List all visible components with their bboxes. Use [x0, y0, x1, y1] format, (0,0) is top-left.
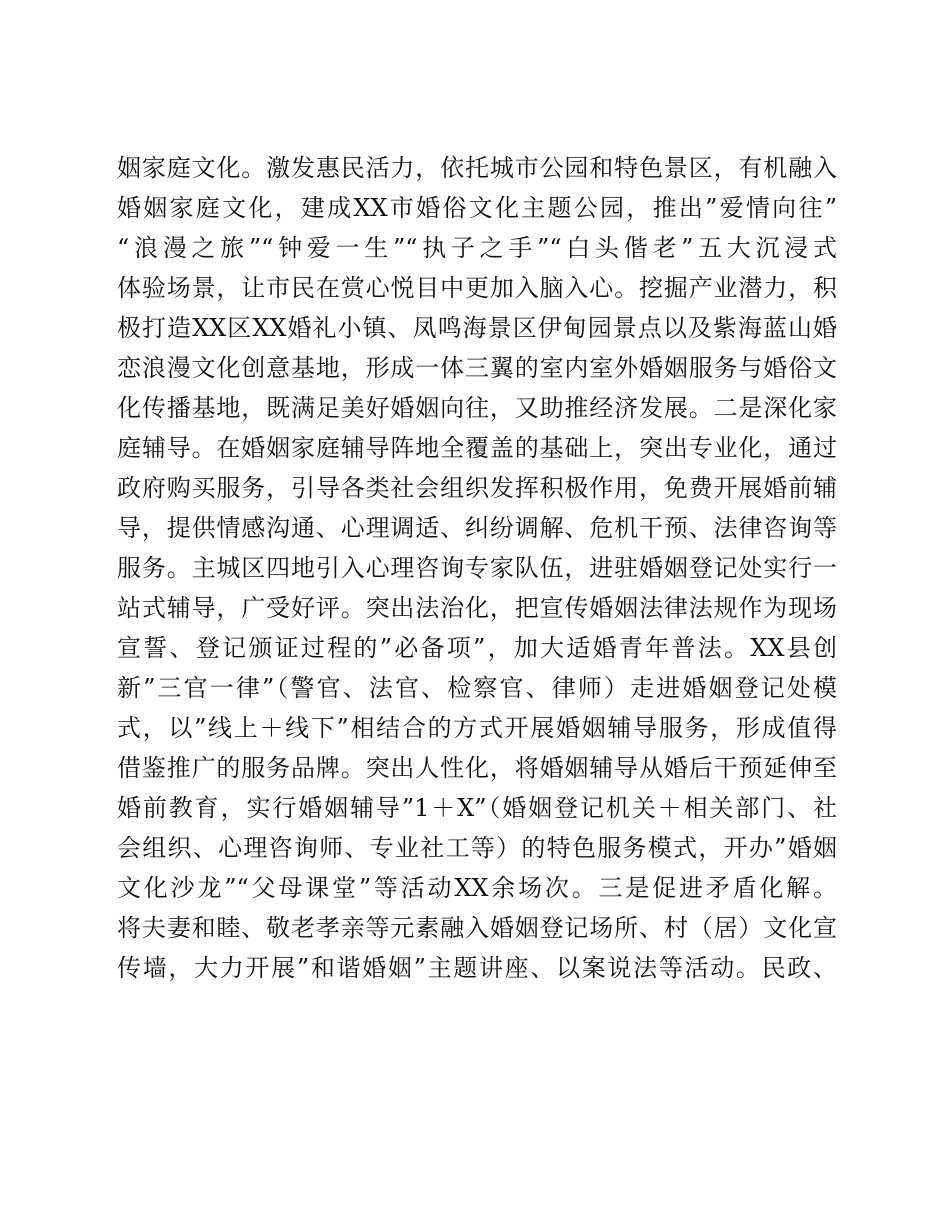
text-line: “浪漫之旅”“钟爱一生”“执子之手”“白头偕老”五大沉浸式: [117, 234, 837, 262]
text-line: 婚姻家庭文化，建成XX市婚俗文化主题公园，推出”爱情向往”: [117, 194, 837, 222]
text-line: 借鉴推广的服务品牌。突出人性化，将婚姻辅导从婚后干预延伸至: [117, 754, 837, 782]
text-line: 站式辅导，广受好评。突出法治化，把宣传婚姻法律法规作为现场: [117, 594, 837, 622]
text-line: 宣誓、登记颁证过程的”必备项”，加大适婚青年普法。XX县创: [117, 634, 837, 662]
text-line: 恋浪漫文化创意基地，形成一体三翼的室内室外婚姻服务与婚俗文: [117, 354, 837, 382]
text-line: 婚前教育，实行婚姻辅导”1＋X”（婚姻登记机关＋相关部门、社: [117, 794, 837, 822]
text-line: 体验场景，让市民在赏心悦目中更加入脑入心。挖掘产业潜力，积: [117, 274, 837, 302]
text-line: 导，提供情感沟通、心理调适、纠纷调解、危机干预、法律咨询等: [117, 514, 837, 542]
text-line: 化传播基地，既满足美好婚姻向往，又助推经济发展。二是深化家: [117, 394, 837, 422]
text-line: 政府购买服务，引导各类社会组织发挥积极作用，免费开展婚前辅: [117, 474, 837, 502]
body-text: [117, 148, 837, 988]
text-line: 服务。主城区四地引入心理咨询专家队伍，进驻婚姻登记处实行一: [117, 554, 837, 582]
text-line: 文化沙龙”“父母课堂”等活动XX余场次。三是促进矛盾化解。: [117, 874, 837, 902]
text-line: 新”三官一律”（警官、法官、检察官、律师）走进婚姻登记处模: [117, 674, 837, 702]
text-line: 姻家庭文化。激发惠民活力，依托城市公园和特色景区，有机融入: [117, 154, 837, 182]
text-line: 庭辅导。在婚姻家庭辅导阵地全覆盖的基础上，突出专业化，通过: [117, 434, 837, 462]
text-line: 将夫妻和睦、敬老孝亲等元素融入婚姻登记场所、村（居）文化宣: [117, 914, 837, 942]
text-line: 会组织、心理咨询师、专业社工等）的特色服务模式，开办”婚姻: [117, 834, 837, 862]
text-line: 式，以”线上＋线下”相结合的方式开展婚姻辅导服务，形成值得: [117, 714, 837, 742]
text-line: 传墙，大力开展”和谐婚姻”主题讲座、以案说法等活动。民政、: [117, 954, 837, 982]
text-line: 极打造XX区XX婚礼小镇、凤鸣海景区伊甸园景点以及紫海蓝山婚: [117, 314, 837, 342]
